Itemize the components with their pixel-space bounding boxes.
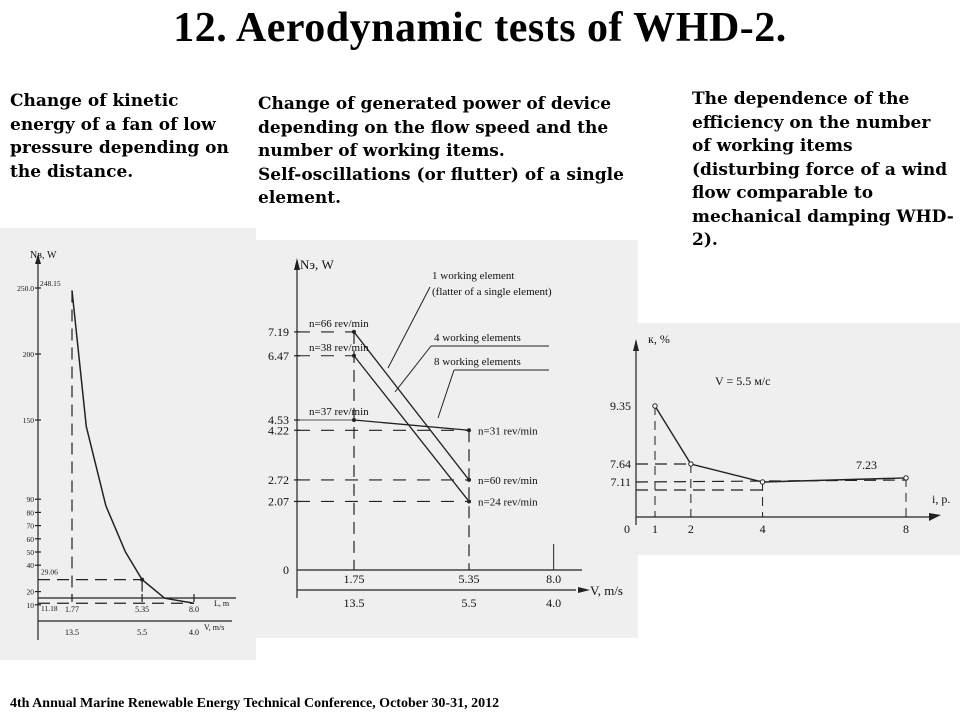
x2-tick-label: 4.0 xyxy=(546,596,562,610)
x-axis-label: L, m xyxy=(214,599,230,608)
x-tick-label: 1.77 xyxy=(65,605,79,614)
caption-generated-power-line1: Change of generated power of device depending on the flow speed and the number of working items. xyxy=(258,94,612,161)
y-tick-label: 200 xyxy=(22,350,34,359)
y-tick-label: 70 xyxy=(26,521,34,531)
y-axis-arrow xyxy=(633,339,639,351)
y-tick-label: 4.53 xyxy=(268,413,289,427)
efficiency-point xyxy=(689,462,693,466)
x-tick-label: 8 xyxy=(903,522,909,536)
x-tick-label: 8.0 xyxy=(189,605,199,614)
power-point xyxy=(352,330,356,334)
y-tick-label: 2.72 xyxy=(268,472,289,487)
y-tick-label: 150 xyxy=(22,416,34,425)
y-tick-label: 0 xyxy=(283,563,289,577)
legend-1: 1 working element xyxy=(432,270,515,282)
x-tick-label: 4 xyxy=(759,522,766,536)
rpm-label-end: n=31 rev/min xyxy=(478,425,538,438)
chart-generated-power xyxy=(240,240,638,638)
kinetic-energy-curve xyxy=(72,290,194,603)
legend-4: 4 working elements xyxy=(434,332,521,344)
y-tick-label: 90 xyxy=(26,495,34,505)
x2-axis-label: V, m/s xyxy=(204,623,225,632)
rpm-label-end: n=60 rev/min xyxy=(478,474,538,487)
page-title: 12. Aerodynamic tests of WHD-2. xyxy=(173,5,787,51)
rpm-label-start: n=66 rev/min xyxy=(309,317,369,330)
y-axis-label: Nэ, W xyxy=(300,257,334,272)
x-tick-label: 1 xyxy=(652,522,658,536)
power-point xyxy=(352,354,356,358)
y-tick-label: 7.64 xyxy=(610,457,631,472)
x-tick-label: 5.35 xyxy=(458,572,480,586)
rpm-label-start: n=38 rev/min xyxy=(309,341,369,354)
caption-generated-power xyxy=(258,93,653,211)
y-tick-label: 10 xyxy=(26,600,34,610)
y-tick-label: 7.19 xyxy=(268,324,289,339)
annotation-max: 248.15 xyxy=(40,279,61,288)
y-tick-label: 9.35 xyxy=(610,399,631,413)
y-tick-label: 6.47 xyxy=(268,348,289,363)
x-tick-label: 8.0 xyxy=(546,572,562,586)
x-axis-label: i, p. xyxy=(932,492,951,506)
efficiency-point xyxy=(760,480,764,484)
x2-tick-label: 13.5 xyxy=(65,628,79,637)
x-tick-label: 0 xyxy=(624,522,630,536)
x-tick-label: 5.35 xyxy=(135,605,150,614)
y-tick-label: 40 xyxy=(26,561,34,571)
power-series-line xyxy=(354,332,469,480)
conference-footer: 4th Annual Marine Renewable Energy Technical Conference, October 30-31, 2012 xyxy=(10,696,500,711)
y-axis-label: к, % xyxy=(648,332,670,346)
caption-efficiency: The dependence of the efficiency on the number of working items (disturbing force of a wind flow comparable to mechanical damping WHD-2). xyxy=(692,89,954,250)
point-label-7-23: 7.23 xyxy=(856,458,877,472)
y-tick-label: 50 xyxy=(26,548,34,557)
y-tick-label: 4.22 xyxy=(268,423,289,438)
x2-tick-label: 13.5 xyxy=(343,596,365,610)
data-point xyxy=(140,578,144,582)
x-axis-label: V, m/s xyxy=(590,583,623,598)
y-tick-label: 60 xyxy=(26,534,34,544)
x2-tick-label: 5.5 xyxy=(461,596,477,610)
caption-kinetic-energy: Change of kinetic energy of a fan of low pressure depending on the distance. xyxy=(10,91,229,182)
power-point xyxy=(467,499,471,503)
annotation-mid: 29.06 xyxy=(41,567,58,577)
x2-tick-label: 5.5 xyxy=(137,628,148,637)
y-tick-label: 2.07 xyxy=(268,494,289,509)
legend-1b: (flatter of a single element) xyxy=(432,286,552,298)
leader-8 xyxy=(438,370,454,418)
y-tick-label: 80 xyxy=(26,508,34,518)
efficiency-point xyxy=(653,404,657,408)
chart-kinetic-energy xyxy=(0,228,256,660)
power-point xyxy=(467,428,471,432)
leader-4 xyxy=(395,346,431,392)
rpm-label-end: n=24 rev/min xyxy=(478,496,538,509)
y-axis-label: Nв, W xyxy=(30,250,57,261)
y-tick-label: 250.0 xyxy=(17,284,34,293)
x-tick-label: 1.75 xyxy=(343,572,365,586)
rpm-label-start: n=37 rev/min xyxy=(309,406,369,418)
x-axis-arrow xyxy=(929,513,941,521)
x-tick-label: 2 xyxy=(687,522,694,536)
x-axis-arrow xyxy=(578,587,590,593)
power-point xyxy=(467,478,471,482)
caption-generated-power-line2: Self-oscillations (or flutter) of a single element. xyxy=(258,164,624,208)
efficiency-point xyxy=(904,476,908,480)
x2-tick-label: 4.0 xyxy=(189,628,199,637)
y-tick-label: 7.11 xyxy=(610,475,631,489)
y-tick-label: 20 xyxy=(26,587,34,597)
legend-8: 8 working elements xyxy=(434,356,521,368)
velocity-annotation: V = 5.5 м/с xyxy=(715,374,771,388)
annotation-min: 11.18 xyxy=(41,604,58,614)
chart-efficiency xyxy=(595,323,960,555)
